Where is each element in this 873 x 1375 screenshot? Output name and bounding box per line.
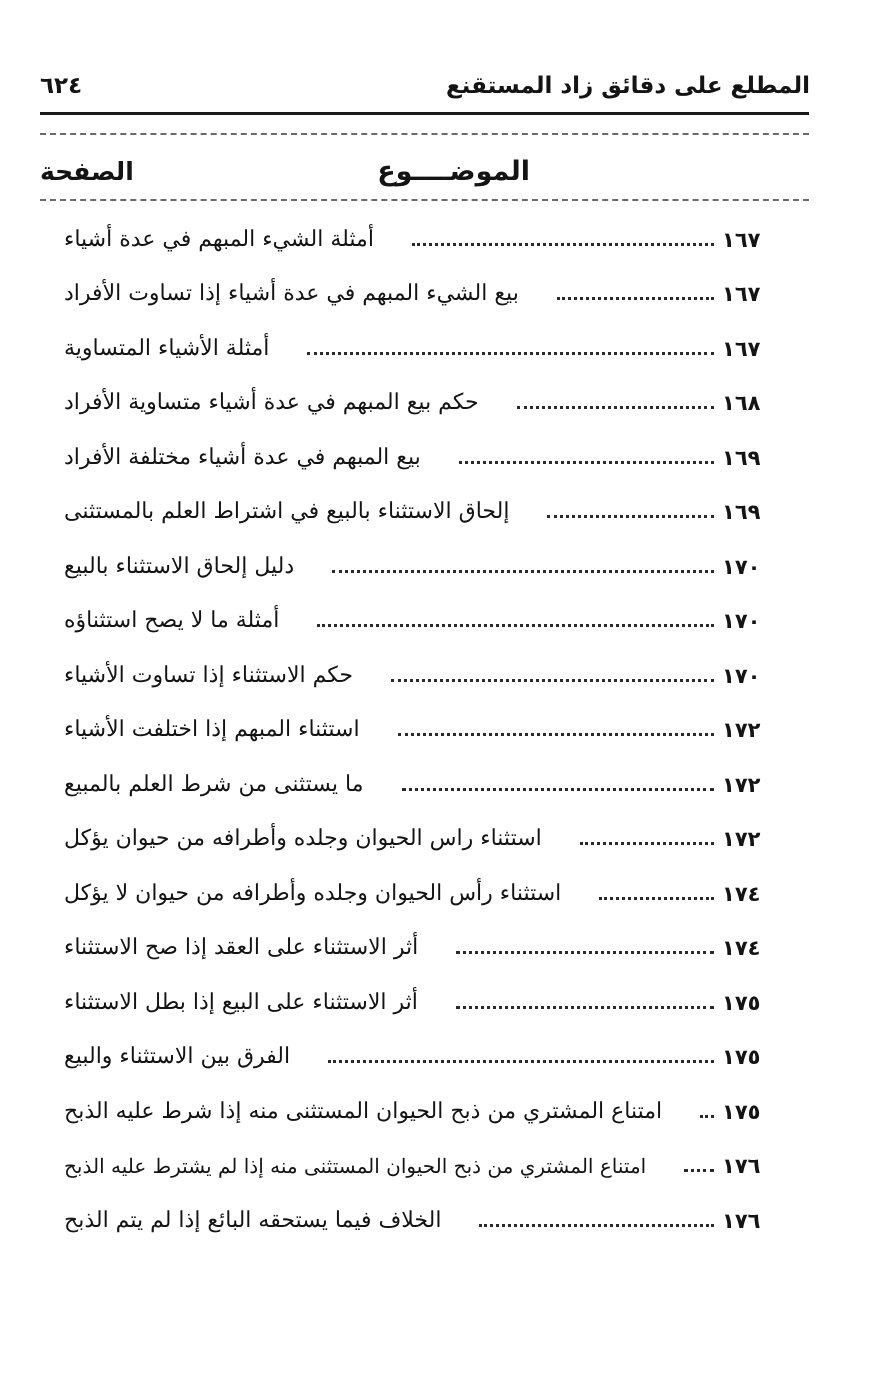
toc-entry (60, 966, 800, 1021)
dot-leader (599, 897, 714, 900)
toc-entry-title: امتناع المشتري من ذبح الحيوان المستثنى منه إذا لم يشترط عليه الذبح (64, 1154, 647, 1178)
toc-entry-title: الخلاف فيما يستحقه البائع إذا لم يتم الذبح (64, 1207, 442, 1233)
toc-entry-page: ١٧٢ (722, 718, 761, 742)
toc-entry-title: أثر الاستثناء على العقد إذا صح الاستثناء (64, 935, 419, 960)
toc-entry (60, 1130, 800, 1185)
toc-entry (60, 694, 800, 749)
toc-entry-page: ١٧٠ (722, 609, 761, 633)
toc-entry (60, 312, 800, 367)
toc-entry-title: بيع المبهم في عدة أشياء مختلفة الأفراد (64, 444, 421, 470)
dot-leader (580, 842, 714, 845)
headings-dashed-rule (40, 199, 809, 201)
toc-entry-title: الفرق بين الاستثناء والبيع (64, 1044, 291, 1069)
toc-entry (60, 585, 800, 640)
toc-entry (60, 476, 800, 531)
toc-entry (60, 367, 800, 422)
toc-entry (60, 748, 800, 803)
toc-entry-page: ١٧٤ (722, 936, 761, 960)
dot-leader (456, 951, 714, 954)
toc-entry (60, 912, 800, 967)
header-dashed-rule (40, 133, 809, 135)
toc-entry (60, 421, 800, 476)
dot-leader (398, 733, 714, 736)
toc-entry-title: بيع الشيء المبهم في عدة أشياء إذا تساوت الأفراد (64, 281, 519, 306)
dot-leader (332, 570, 714, 573)
dot-leader (317, 624, 714, 627)
page-number: ٦٢٤ (40, 73, 83, 99)
toc-entry-page: ١٧٢ (722, 772, 761, 797)
toc-entry-page: ١٦٨ (722, 391, 761, 415)
toc-entry (60, 1184, 800, 1239)
dot-leader (328, 1060, 714, 1063)
toc-entry-page: ١٦٩ (722, 445, 761, 470)
toc-entry-title: حكم الاستثناء إذا تساوت الأشياء (64, 662, 354, 688)
toc-entry-page: ١٧٠ (722, 663, 761, 688)
toc-entry-page: ١٦٧ (722, 227, 761, 252)
subject-column-heading: الموضــــوع (377, 156, 530, 187)
dot-leader (700, 1115, 714, 1118)
toc-entry-page: ١٧٥ (722, 1045, 761, 1069)
running-header (40, 66, 810, 110)
dot-leader (456, 1006, 714, 1009)
book-title: المطلع على دقائق زاد المستقنع (445, 73, 810, 99)
dot-leader (402, 788, 715, 791)
toc-entry-title: حكم بيع المبهم في عدة أشياء متساوية الأفراد (64, 390, 479, 415)
toc-entry-title: إلحاق الاستثناء بالبيع في اشتراط العلم بالمستثنى (64, 499, 510, 524)
toc-entry (60, 203, 800, 258)
toc-entry-title: استثناء المبهم إذا اختلفت الأشياء (64, 717, 360, 742)
column-headings (40, 150, 810, 196)
toc-entry (60, 803, 800, 858)
dot-leader (547, 515, 714, 518)
toc-entry-title: استثناء راس الحيوان وجلده وأطرافه من حيوان يؤكل (64, 826, 542, 851)
page-column-heading: الصفحة (40, 157, 134, 186)
toc-entry-page: ١٧٤ (722, 881, 761, 906)
toc-entry-title: استثناء رأس الحيوان وجلده وأطرافه من حيوان لا يؤكل (64, 880, 562, 906)
toc-entry (60, 1021, 800, 1076)
dot-leader (557, 297, 714, 300)
toc-entry-title: أمثلة ما لا يصح استثناؤه (64, 608, 280, 633)
toc-entry (60, 530, 800, 585)
toc-entry-title: أمثلة الأشياء المتساوية (64, 335, 270, 361)
toc-entry-page: ١٧٢ (722, 827, 761, 851)
dot-leader (307, 352, 714, 355)
toc-entry-page: ١٧٥ (722, 990, 761, 1015)
toc-entry-page: ١٦٧ (722, 336, 761, 361)
header-rule (40, 112, 809, 115)
toc-entry-page: ١٦٧ (722, 282, 761, 306)
dot-leader (684, 1169, 714, 1172)
toc-entry (60, 1075, 800, 1130)
table-of-contents (60, 203, 800, 1239)
dot-leader (459, 461, 714, 464)
toc-entry-title: دليل إلحاق الاستثناء بالبيع (64, 553, 295, 579)
toc-entry-page: ١٦٩ (722, 500, 761, 524)
toc-entry-page: ١٧٦ (722, 1154, 761, 1178)
dot-leader (391, 679, 714, 682)
toc-entry-page: ١٧٥ (722, 1099, 761, 1124)
toc-entry-title: امتناع المشتري من ذبح الحيوان المستثنى منه إذا شرط عليه الذبح (64, 1098, 663, 1124)
toc-entry-title: أمثلة الشيء المبهم في عدة أشياء (64, 226, 374, 252)
toc-entry (60, 857, 800, 912)
dot-leader (517, 406, 714, 409)
toc-entry (60, 258, 800, 313)
toc-entry (60, 639, 800, 694)
toc-entry-title: أثر الاستثناء على البيع إذا بطل الاستثناء (64, 989, 418, 1015)
dot-leader (412, 243, 714, 246)
toc-entry-page: ١٧٦ (722, 1208, 761, 1233)
toc-entry-page: ١٧٠ (722, 554, 761, 579)
toc-entry-title: ما يستثنى من شرط العلم بالمبيع (64, 771, 364, 797)
dot-leader (479, 1224, 714, 1227)
